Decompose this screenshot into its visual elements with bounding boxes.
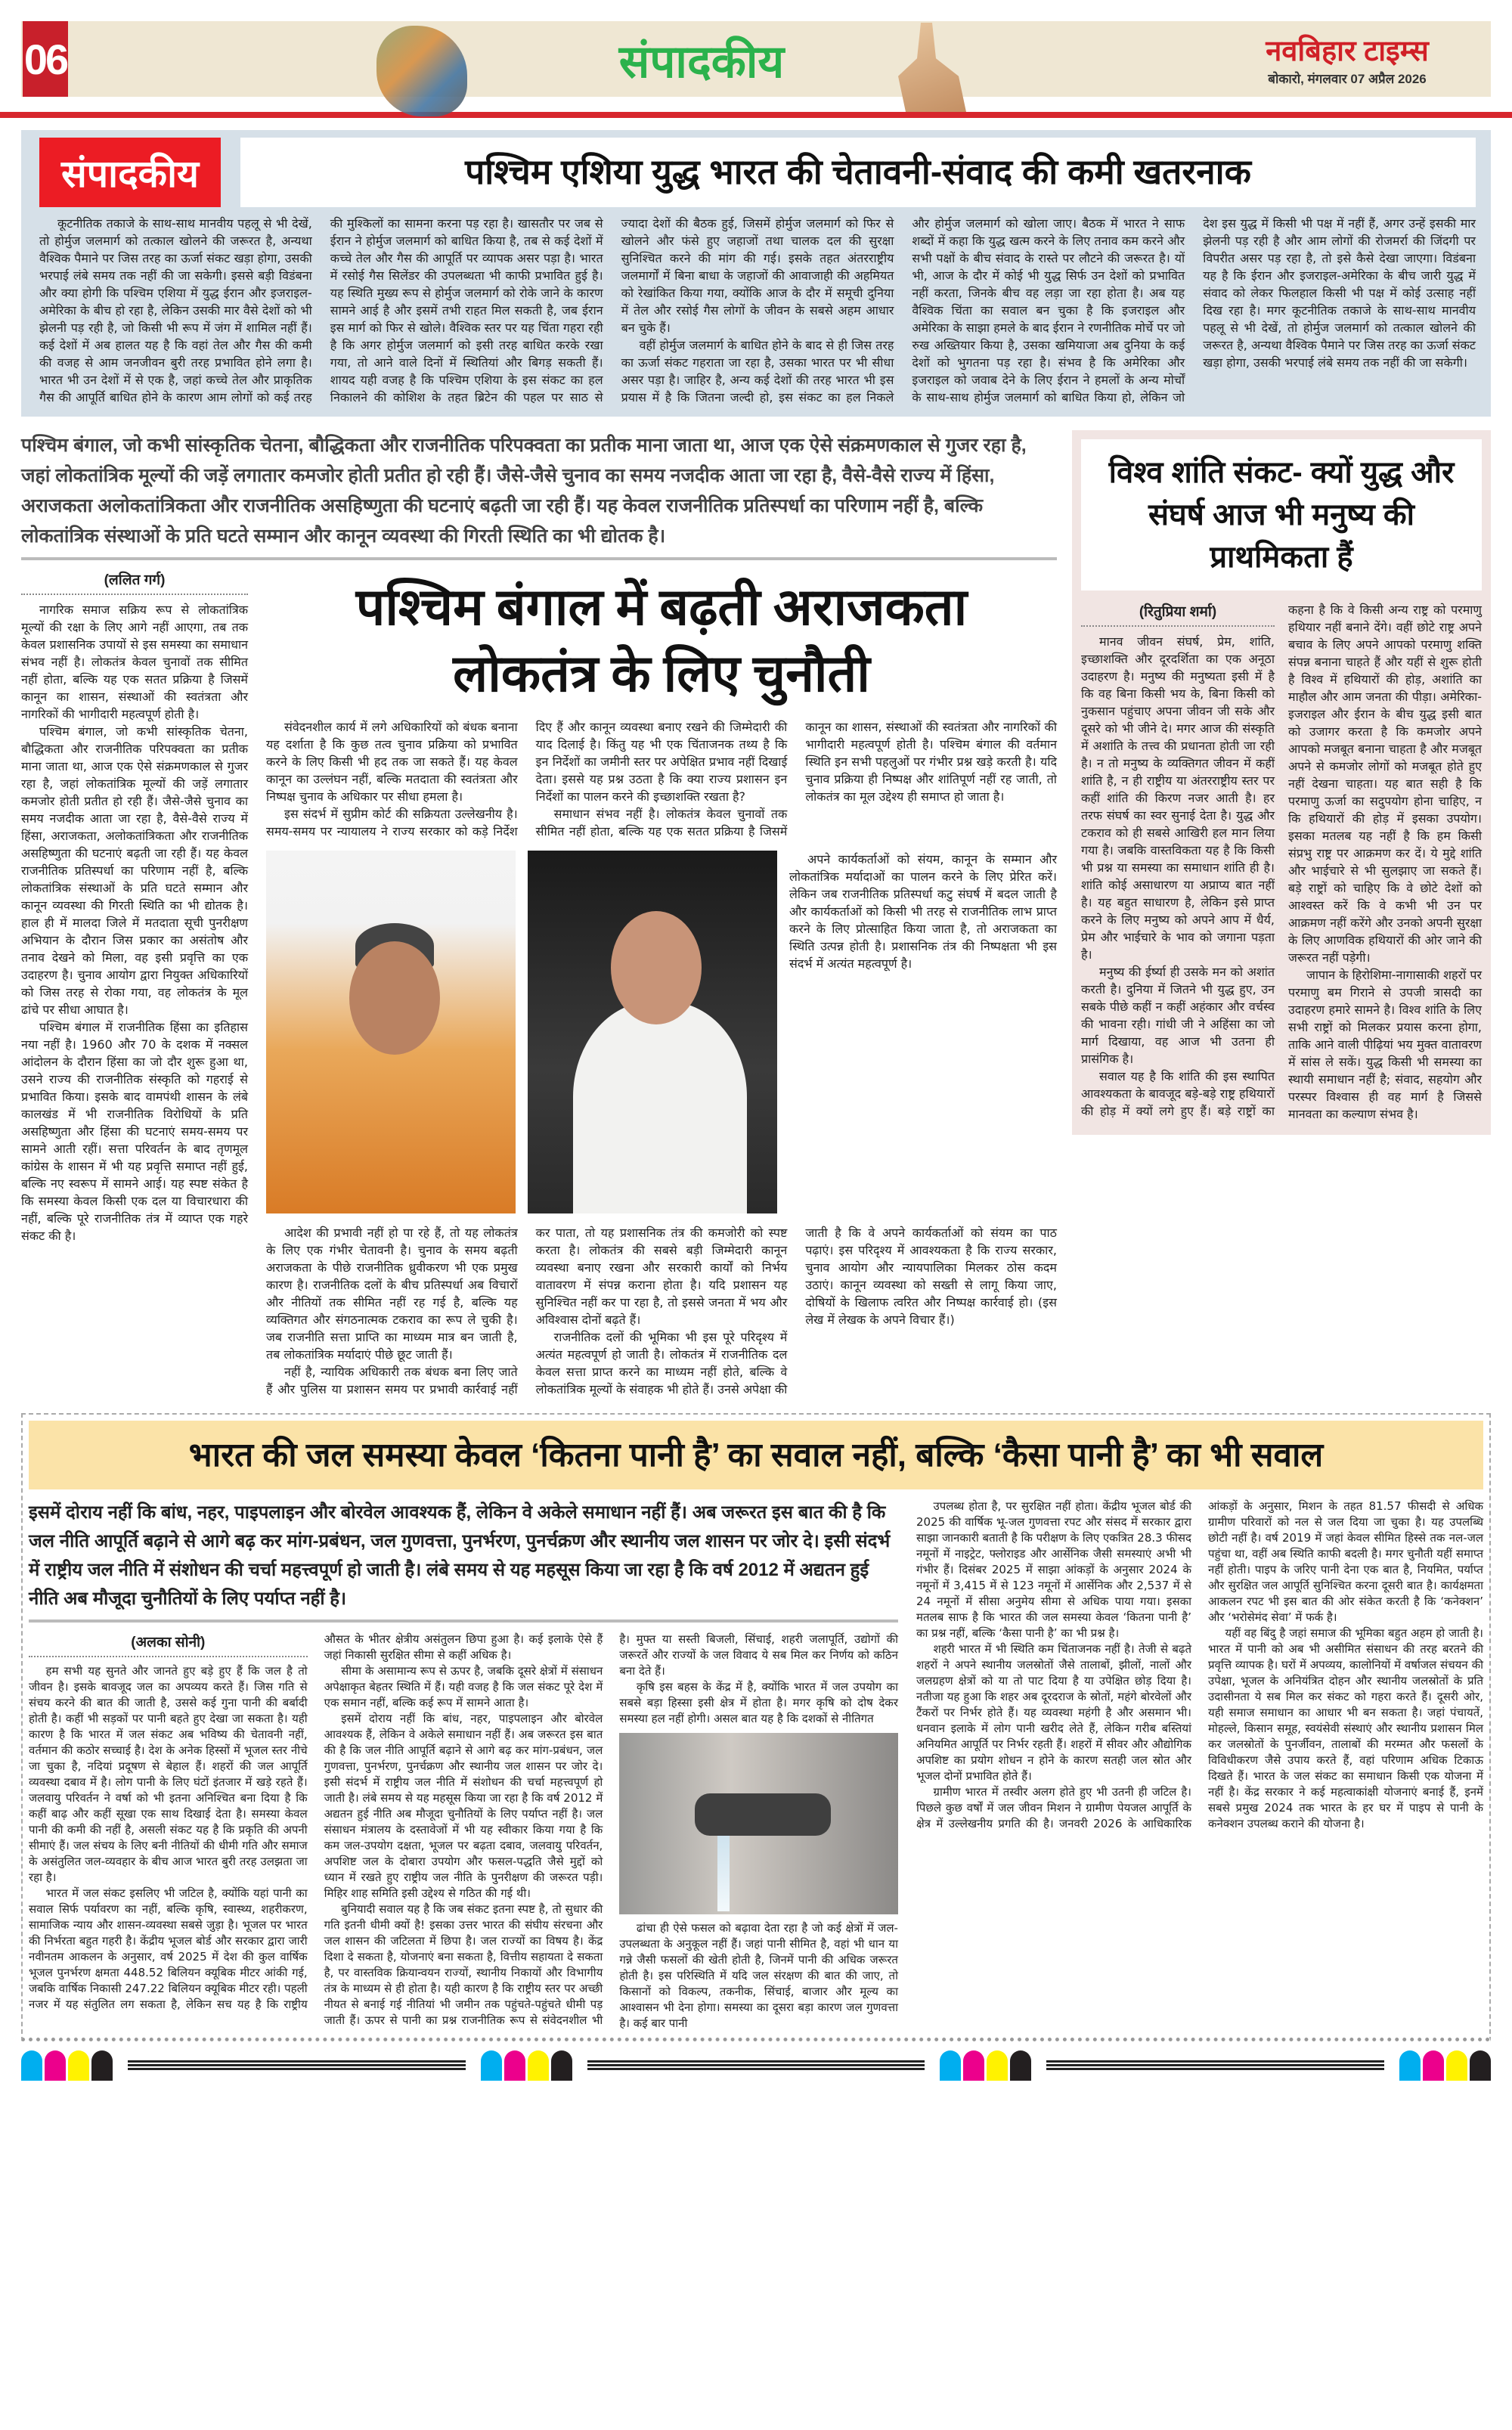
water-tap-photo [619, 1733, 898, 1914]
editorial-headline: पश्चिम एशिया युद्ध भारत की चेतावनी-संवाद की कमी खतरनाक [240, 138, 1476, 207]
bengal-article-deck: पश्चिम बंगाल, जो कभी सांस्कृतिक चेतना, बौद्धिकता और राजनीतिक परिपक्वता का प्रतीक माना जाता था, आज एक ऐसे संक्रमणकाल से गुजर रहा है, जहां लोकतांत्रिक मूल्यों की जड़ें लगातार कमजोर होती प्रतीत हो रही हैं। जैसे-जैसे चुनाव का समय नजदीक आता जा रहा है, वैसे-वैसे राज्य में हिंसा, अराजकता अलोकतांत्रिकता और राजनीतिक असहिष्णुता की घटनाएं बढ़ती जा रही हैं। यह केवल राजनीतिक प्रतिस्पर्धा का परिणाम नहीं है, बल्कि लोकतांत्रिक संस्थाओं के प्रति घटते सम्मान और कानून व्यवस्था की गिरती स्थिति का भी द्योतक है। [21, 435, 1027, 547]
paragraph: मनुष्य की ईर्ष्या ही उसके मन को अशांत करती है। दुनिया में जितने भी युद्ध हुए, उन सबके पीछे कहीं न कहीं अहंकार और वर्चस्व की भावना रही। गांधी जी ने अहिंसा का जो मार्ग दिखाया, वह आज भी उतना ही प्रासंगिक है। [1081, 965, 1275, 1066]
water-article-grid [29, 1499, 1483, 2032]
divider [21, 557, 1057, 560]
editorial-body [39, 215, 1476, 406]
cmyk-mark [481, 2050, 572, 2081]
registration-rule [128, 2060, 466, 2071]
paragraph: जापान के हिरोशिमा-नागासाकी शहरों पर परमाणु बम गिराने से उपजी त्रासदी का उदाहरण हमारे सामने है। विश्व शांति के लिए सभी राष्ट्रों को मिलकर प्रयास करना होगा, ताकि आने वाली पीढ़ियां भय मुक्त वातावरण में सांस ले सकें। युद्ध किसी भी समस्या का स्थायी समाधान नहीं है; संवाद, सहयोग और परस्पर विश्वास ही वह मार्ग है जिससे मानवता का कल्याण संभव है। [1288, 968, 1482, 1121]
print-registration-strip [21, 2050, 1491, 2081]
paragraph: कूटनीतिक तकाजे के साथ-साथ मानवीय पहलू से भी देखें, तो होर्मुज जलमार्ग को तत्काल खोलने की जरूरत है, अन्यथा वैश्विक पैमाने पर जिस तरह का ऊर्जा संकट खड़ा होगा, उसकी भरपाई लंबे समय तक नहीं की जा सकेगी। इससे बड़ी विडंबना और क्या होगी कि पश्चिम एशिया में युद्ध ईरान और इजराइल-अमेरिका के बीच हो रहा है, लेकिन उसकी मार वैसे देशों को भी झेलनी पड़ रही है, जो किसी भी रूप में जंग में शामिल नहीं हैं। कई देशों में अब हालत यह है कि वहां तेल और गैस की कमी की वजह से आम जनजीवन बुरी तरह प्रभावित होने लगा है। भारत भी उन देशों में से एक है, जहां कच्चे तेल और प्राकृतिक गैस की आपूर्ति बाधित होने के कारण आम लोगों को कई तरह की मुश्किलों का सामना करना पड़ रहा है। खासतौर पर जब से ईरान ने होर्मुज जलमार्ग को बाधित किया है, तब से कई देशों में कच्चे तेल और गैस की आपूर्ति पर व्यापक असर पड़ा है। भारत में रसोई गैस सिलेंडर की उपलब्धता भी काफी प्रभावित हुई है। यह स्थिति मुख्य रूप से होर्मुज जलमार्ग को रोके जाने के कारण सामने आई है और इसमें तभी राहत मिल सकती है, जब ईरान इस मार्ग को फिर से खोले। वैश्विक स्तर पर यह चिंता गहरा रही है कि अगर होर्मुज जलमार्ग को इसी तरह बाधित करके रखा गया, तो आने वाले दिनों में स्थितियां और बिगड़ सकती हैं। शायद यही वजह है कि पश्चिम एशिया के इस संकट का हल निकालने की कोशिश के तहत ब्रिटेन की पहल पर साठ से ज्यादा देशों की बैठक हुई, जिसमें होर्मुज जलमार्ग को फिर से खोलने और फंसे हुए जहाजों तथा चालक दल की सुरक्षा सुनिश्चित करने की मांग की गई। इसके तहत अंतरराष्ट्रीय जलमार्गों में बिना बाधा के जहाजों की आवाजाही की अहमियत को रेखांकित किया गया, क्योंकि आज के दौर में समूची दुनिया में तेल और रसोई गैस लोगों के जीवन के सबसे अहम आधार बन चुके हैं। [39, 216, 894, 404]
paragraph: पश्चिम बंगाल में राजनीतिक हिंसा का इतिहास नया नहीं है। 1960 और 70 के दशक में नक्सल आंदोलन के दौरान हिंसा का जो दौर शुरू हुआ था, उसने राज्य की राजनीतिक संस्कृति को गहराई से प्रभावित किया। इसके बाद वामपंथी शासन के लंबे कालखंड में भी राजनीतिक विरोधियों के प्रति असहिष्णुता और हिंसा की घटनाएं समय-समय पर सामने आती रहीं। सत्ता परिवर्तन के बाद तृणमूल कांग्रेस के शासन में भी यह प्रवृत्ति समाप्त नहीं हुई, बल्कि नए स्वरूप में सामने आई। यह स्पष्ट संकेत है कि समस्या केवल किसी एक दल या विचारधारा की नहीं, बल्कि पूरे राजनीतिक तंत्र में व्याप्त एक गहरे संकट की है। [21, 1020, 248, 1243]
right-article-panel [1072, 430, 1491, 1135]
paragraph: संवेदनशील कार्य में लगे अधिकारियों को बंधक बनाना यह दर्शाता है कि कुछ तत्व चुनाव प्रक्रिया को प्रभावित करने के लिए किसी भी हद तक जा सकते हैं। यह केवल कानून का उल्लंघन नहीं, बल्कि मतदाता की स्वतंत्रता और निष्पक्ष चुनाव के अधिकार पर सीधा हमला है। [266, 719, 518, 804]
masthead-logo: नवबिहार टाइम्स [1266, 36, 1429, 67]
right-article-byline: (रितुप्रिया शर्मा) [1081, 601, 1275, 627]
state-map-collage-image [376, 26, 467, 116]
water-article-headline: भारत की जल समस्या केवल ‘कितना पानी है’ का सवाल नहीं, बल्कि ‘कैसा पानी है’ का भी सवाल [29, 1421, 1483, 1489]
header-divider [0, 112, 1512, 118]
paragraph: इस संदर्भ में सुप्रीम कोर्ट की सक्रियता उल्लेखनीय है। समय-समय पर न्यायालय ने राज्य सरकार को कड़े निर्देश दिए हैं और कानून व्यवस्था बनाए रखने की जिम्मेदारी की याद दिलाई है। किंतु यह भी एक चिंताजनक तथ्य है कि इन निर्देशों का जमीनी स्तर पर अपेक्षित प्रभाव नहीं दिखाई देता। इससे यह प्रश्न उठता है कि क्या राज्य प्रशासन इन निर्देशों का पालन करने की इच्छाशक्ति रखता है? [266, 719, 788, 838]
bengal-article-grid [21, 569, 1057, 1398]
editorial-section [21, 130, 1491, 417]
photo-row [266, 851, 1057, 1213]
paragraph: हम सभी यह सुनते और जानते हुए बड़े हुए हैं कि जल है तो जीवन है। इसके बावजूद जल का अपव्यय करते हैं। जिस गति से संचय करने की बात की जाती है, उससे कई गुना पानी की बर्बादी होती है। कहीं भी सड़कों पर पानी बहते हुए देखा जा सकता है। यही कारण है कि भारत में जल संकट अब भविष्य की चेतावनी नहीं, वर्तमान की कठोर सच्चाई है। देश के अनेक हिस्सों में भूजल स्तर नीचे जा चुका है, नदियां प्रदूषण से बेहाल हैं। शहरों की जल आपूर्ति व्यवस्था दबाव में है। लोग पानी के लिए घंटों इंतजार में खड़े रहते हैं। जलवायु परिवर्तन ने वर्षा को भी इतना अनिश्चित बना दिया है कि कहीं बाढ़ और कहीं सूखा एक साथ दिखाई देता है। समस्या केवल पानी की कमी की नहीं है, असली संकट यह है कि प्रकृति की अपनी सीमाएं हैं। जल संचय के लिए बनी नीतियों की धीमी गति और समाज के असंतुलित जल-व्यवहार के बीच आज भारत बुरी तरह उलझता जा रहा है। [29, 1664, 308, 1885]
bengal-article-headline [266, 574, 1057, 708]
paragraph: पश्चिम बंगाल, जो कभी सांस्कृतिक चेतना, बौद्धिकता और राजनीतिक परिपक्वता का प्रतीक माना जाता था, आज एक ऐसे संक्रमणकाल से गुजर रहा है, जहां लोकतांत्रिक मूल्यों की जड़ें लगातार कमजोर होती प्रतीत हो रही हैं। जैसे-जैसे चुनाव का समय नजदीक आता जा रहा है, वैसे-वैसे राज्य में हिंसा, अराजकता, अलोकतांत्रिकता और राजनीतिक असहिष्णुता की घटनाएं बढ़ती जा रही हैं। यह केवल राजनीतिक प्रतिस्पर्धा का परिणाम नहीं है, बल्कि लोकतांत्रिक संस्थाओं के प्रति घटते सम्मान और कानून व्यवस्था की गिरती स्थिति का भी द्योतक है। हाल ही में मालदा जिले में मतदाता सूची पुनरीक्षण अभियान के दौरान जिस प्रकार का असंतोष और तनाव देखने को मिला, वह इसी प्रवृत्ति का एक उदाहरण है। चुनाव आयोग द्वारा नियुक्त अधिकारियों को जिस तरह से रोका गया, वह लोकतंत्र के मूल ढांचे पर सीधा आघात है। [21, 724, 248, 1017]
divider [29, 1619, 898, 1623]
paragraph: वहीं होर्मुज जलमार्ग के बाधित होने के बाद से ही जिस तरह का ऊर्जा संकट गहराता जा रहा है, उसका भारत पर भी सीधा असर पड़ा है। जाहिर है, अन्य कई देशों की तरह भारत भी इस प्रयास में है कि जितना जल्दी हो, इस संकट का हल निकले और होर्मुज जलमार्ग को खोला जाए। बैठक में भारत ने साफ शब्दों में कहा कि युद्ध खत्म करने के लिए तनाव कम करने और सभी पक्षों के बीच संवाद के रास्ते पर लौटने की जरूरत है। यों भी, आज के दौर में कोई भी युद्ध सिर्फ उन देशों को प्रभावित नहीं करता, जिनके बीच वह लड़ा जा रहा होता है। अब यह वैश्विक चिंता का सवाल बन चुका है कि इजराइल और अमेरिका के साझा हमले के बाद ईरान ने रणनीतिक मोर्चे पर जो रुख अख्तियार किया है, उसका खमियाजा अब दुनिया के कई देशों को भुगतना पड़ रहा है। संभव है कि अमेरिका और इजराइल को जवाब देने के लिए ईरान ने हमलों के अन्य मोर्चों के साथ-साथ होर्मुज जलमार्ग को बाधित किया हो, लेकिन जो देश इस युद्ध में किसी भी पक्ष में नहीं हैं, अगर उन्हें इसकी मार झेलनी पड़ रही है और आम लोगों की रोजमर्रा की जिंदगी पर विपरीत असर पड़ रहा है, तो इसे कैसे देखा जाएगा। विडंबना यह है कि ईरान और इजराइल-अमेरिका के बीच जारी युद्ध में संवाद को लेकर फिलहाल किसी भी पक्ष में कोई उत्साह नहीं दिख रहा है। मगर कूटनीतिक तकाजे के साथ-साथ मानवीय पहलू से भी देखें, तो होर्मुज जलमार्ग को तत्काल खोलने की जरूरत है, अन्यथा वैश्विक पैमाने पर जिस तरह का ऊर्जा संकट खड़ा होगा, उसकी भरपाई लंबे समय तक नहीं की जा सकेगी। [621, 216, 1476, 404]
water-article-right-columns [916, 1499, 1483, 1832]
paragraph: कृषि इस बहस के केंद्र में है, क्योंकि भारत में जल उपयोग का सबसे बड़ा हिस्सा इसी क्षेत्र में होता है। मगर कृषि को दोष देकर समस्या हल नहीं होगी। असल बात यह है कि दशकों से नीतिगत [619, 1680, 898, 1726]
photo-amit-shah [266, 851, 516, 1213]
right-article-headline: विश्व शांति संकट- क्यों युद्ध और संघर्ष आज भी मनुष्य की प्राथमिकता हैं [1081, 439, 1482, 590]
dateline: बोकारो, मंगलवार 07 अप्रैल 2026 [1268, 72, 1427, 86]
paragraph: आदेश की प्रभावी नहीं हो पा रहे हैं, तो यह लोकतंत्र के लिए एक गंभीर चेतावनी है। चुनाव के समय बढ़ती अराजकता के पीछे राजनीतिक ध्रुवीकरण भी एक प्रमुख कारण है। राजनीतिक दलों के बीच प्रतिस्पर्धा अब विचारों और नीतियों तक सीमित नहीं रह गई है, बल्कि यह व्यक्तिगत और संगठनात्मक टकराव का रूप ले चुकी है। जब राजनीति सत्ता प्राप्ति का माध्यम मात्र बन जाती है, तब लोकतांत्रिक मर्यादाएं पीछे छूट जाती हैं। [266, 1225, 518, 1362]
headline-line-2: लोकतंत्र के लिए चुनौती [453, 645, 870, 703]
paragraph: इसमें दोराय नहीं कि बांध, नहर, पाइपलाइन और बोरवेल आवश्यक हैं, लेकिन वे अकेले समाधान नहीं हैं। अब जरूरत इस बात की है कि जल नीति आपूर्ति बढ़ाने से आगे बढ़ कर मांग-प्रबंधन, जल गुणवत्ता, पुनर्भरण, पुनर्चक्रण और स्थानीय जल शासन पर जोर दे। इसी संदर्भ में राष्ट्रीय जल नीति में संशोधन की चर्चा महत्त्वपूर्ण हो जाती है। लंबे समय से यह महसूस किया जा रहा है कि वर्ष 2012 में अद्यतन हुई नीति अब मौजूदा चुनौतियों के लिए पर्याप्त नहीं है। जल संसाधन मंत्रालय के दस्तावेजों में भी यह स्वीकार किया गया है कि कम जल-उपयोग दक्षता, भूजल पर बढ़ता दबाव, जलवायु परिवर्तन, अपशिष्ट जल के दोबारा उपयोग और फसल-पद्धति जैसे मुद्दों को ध्यान में रखते हुए राष्ट्रीय जल नीति के पुनरीक्षण की जरूरत पड़ी। मिहिर शाह समिति इसी उद्देश्य से गठित की गई थी। [324, 1712, 603, 1901]
paragraph: नागरिक समाज सक्रिय रूप से लोकतांत्रिक मूल्यों की रक्षा के लिए आगे नहीं आएगा, तब तक केवल प्रशासनिक उपायों से इस समस्या का समाधान संभव नहीं है। लोकतंत्र केवल चुनावों तक सीमित नहीं होता, बल्कि यह एक सतत प्रक्रिया है जिसमें कानून का शासन, संस्थाओं की स्वतंत्रता और नागरिकों की भागीदारी महत्वपूर्ण होती है। [21, 603, 248, 721]
header-band [21, 21, 1491, 97]
page-number: 06 [23, 21, 68, 97]
paragraph: अपने कार्यकर्ताओं को संयम, कानून के सम्मान और लोकतांत्रिक मर्यादाओं का पालन करने के लिए प्रेरित करें। लेकिन जब राजनीतिक प्रतिस्पर्धा कटु संघर्ष में बदल जाती है और कार्यकर्ताओं को किसी भी तरह से राजनीतिक लाभ प्राप्त करने के लिए प्रोत्साहित किया जाता है, तो अराजकता का स्थिति उत्पन्न होती है। प्रशासनिक तंत्र की निष्पक्षता भी इस संदर्भ में अत्यंत महत्वपूर्ण है। [789, 851, 1057, 971]
section-title: संपादकीय [618, 36, 785, 87]
bengal-article-column-1 [21, 601, 248, 1244]
bengal-article-left-column [21, 569, 248, 1244]
bengal-article-body-top [266, 718, 1057, 840]
editorial-header [39, 138, 1476, 207]
paragraph: सवाल यह है कि शांति की इस स्थापित आवश्यकता के बावजूद बड़े-बड़े राष्ट्र हथियारों की होड़ में क्यों लगे हुए हैं। बड़े राष्ट्रों का कहना है कि वे किसी अन्य राष्ट्र को परमाणु हथियार नहीं बनाने देंगे। वहीं छोटे राष्ट्र अपने बचाव के लिए अपने आपको परमाणु शक्ति संपन्न बनाना चाहते हैं और यहीं से शुरू होती है विश्व में हथियारों की होड़, अशांति का माहौल और आम जनता की पीड़ा। अमेरिका-इजराइल और ईरान के बीच युद्ध इसी बात को उजागर करता है कि कमजोर अपने आपको मजबूत बनाना चाहता है और मजबूत अपने से कमजोर लोगों को मजबूत होते हुए नहीं देखना चाहता। यह बात सही है कि परमाणु ऊर्जा का सदुपयोग होना चाहिए, न कि हथियारों की होड़ में इसका उपयोग। इसका मतलब यह नहीं है कि हम किसी संप्रभु राष्ट्र पर आक्रमण कर दें। ये मुद्दे शांति और भाईचारे से भी सुलझाए जा सकते हैं। बड़े राष्ट्रों को चाहिए कि वे छोटे देशों को आश्वस्त करें कि वे कभी भी उन पर आक्रमण नहीं करेंगे और उनको अपनी सुरक्षा के लिए आणविक हथियारों की ओर जाने की जरूरत नहीं पड़ेगी। [1081, 603, 1482, 1118]
paragraph: ग्रामीण भारत में तस्वीर अलग होते हुए भी उतनी ही जटिल है। पिछले कुछ वर्षों में जल जीवन मिशन ने ग्रामीण पेयजल आपूर्ति के क्षेत्र में उल्लेखनीय प्रगति की है। जनवरी 2026 के आधिकारिक आंकड़ों के अनुसार, मिशन के तहत 81.57 फीसदी से अधिक ग्रामीण परिवारों को नल से जल दिया जा चुका है। यह उपलब्धि छोटी नहीं है। वर्ष 2019 में जहां केवल सीमित हिस्से तक नल-जल पहुंचा था, वहीं अब स्थिति काफी बदली है। मगर चुनौती यहीं समाप्त नहीं होती। पाइप के जरिए पानी देना एक बात है, नियमित, पर्याप्त और सुरक्षित जल आपूर्ति सुनिश्चित करना दूसरी बात है। कार्यक्षमता आकलन रपट भी इस बात की ओर संकेत करती है कि ‘कनेक्शन’ और ‘भरोसेमंद सेवा’ में फर्क है। [916, 1499, 1483, 1831]
paragraph: ढांचा ही ऐसे फसल को बढ़ावा देता रहा है जो कई क्षेत्रों में जल-उपलब्धता के अनुकूल नहीं हैं। जहां पानी सीमित है, वहां भी धान या गन्ने जैसी फसलों की खेती होती है, जिनमें पानी की अधिक जरूरत होती है। इस परिस्थिति में यदि जल संरक्षण की बात की जाए, तो किसानों को विकल्प, तकनीक, सिंचाई, बाजार और मूल्य का आश्वासन भी देना होगा। समस्या का दूसरा बड़ा कारण जल गुणवत्ता है। कई बार पानी [619, 1921, 898, 2031]
paragraph: भारत में जल संकट इसलिए भी जटिल है, क्योंकि यहां पानी का सवाल सिर्फ पर्यावरण का नहीं, बल्कि कृषि, स्वास्थ्य, शहरीकरण, सामाजिक न्याय और शासन-व्यवस्था सबसे जुड़ा है। भूजल पर भारत की निर्भरता बहुत गहरी है। केंद्रीय भूजल बोर्ड और सरकार द्वारा जारी नवीनतम आकलन के अनुसार, वर्ष 2025 में देश की कुल वार्षिक भूजल पुनर्भरण क्षमता 448.52 बिलियन क्यूबिक मीटर आंकी गई, जबकि वार्षिक निकासी 247.22 बिलियन क्यूबिक मीटर रही। पहली नजर में यह संतुलित लग सकता है, लेकिन सच यह है कि राष्ट्रीय औसत के भीतर क्षेत्रीय असंतुलन छिपा हुआ है। कई इलाके ऐसे हैं जहां निकासी सुरक्षित सीमा से कहीं अधिक है। [29, 1632, 603, 2012]
paragraph: शहरी भारत में भी स्थिति कम चिंताजनक नहीं है। तेजी से बढ़ते शहरों ने अपने स्थानीय जलस्रोतों जैसे तालाबों, झीलों, नालों और जलग्रहण क्षेत्रों को या तो पाट दिया है या उपेक्षित छोड़ दिया है। नतीजा यह हुआ कि शहर अब दूरदराज के स्रोतों, महंगे बोरवेलों और टैंकरों पर निर्भर होते हैं। यह व्यवस्था महंगी है और असमान भी। धनवान इलाके में लोग पानी खरीद लेते हैं, लेकिन गरीब बस्तियां अनियमित आपूर्ति पर निर्भर रहती हैं। शहरों में सीवर और औद्योगिक अपशिष्ट का प्रयोग शोधन न होने के कारण सतही जल स्रोत और भूजल दोनों प्रभावित होते हैं। [916, 1642, 1191, 1784]
water-article-body [29, 1632, 898, 2032]
bengal-article [21, 430, 1057, 1398]
water-article-column-3-bottom [619, 1920, 898, 2032]
paragraph: सीमा के असामान्य रूप से ऊपर है, जबकि दूसरे क्षेत्रों में संसाधन अपेक्षाकृत बेहतर स्थिति में हैं। यही वजह है कि जल संकट पूरे देश में एक समान नहीं, बल्कि कई रूप में सामने आता है। [324, 1664, 603, 1710]
bengal-article-byline: (ललित गर्ग) [21, 569, 248, 595]
paragraph: समाधान संभव नहीं है। लोकतंत्र केवल चुनावों तक सीमित नहीं होता, बल्कि यह एक सतत प्रक्रिया है जिसमें कानून का शासन, संस्थाओं की स्वतंत्रता और नागरिकों की भागीदारी महत्वपूर्ण होती है। पश्चिम बंगाल की वर्तमान स्थिति इन सभी पहलुओं पर गंभीर प्रश्न खड़े करती है। यदि चुनाव प्रक्रिया ही निष्पक्ष और शांतिपूर्ण नहीं रह जाती, तो लोकतंत्र का मूल उद्देश्य ही समाप्त हो जाता है। [535, 719, 1057, 838]
middle-section [21, 430, 1491, 1398]
right-article-paragraphs [1081, 601, 1482, 1123]
bengal-article-body-bottom [266, 1224, 1057, 1398]
headline-line-1: पश्चिम बंगाल में बढ़ती अराजकता [355, 578, 968, 636]
paragraph: यहीं वह बिंदु है जहां समाज की भूमिका बहुत अहम हो जाती है। भारत में पानी को अब भी असीमित संसाधन की तरह बरतने की प्रवृत्ति व्यापक है। घरों में अपव्यय, कालोनियों में वर्षाजल संचयन की उपेक्षा, भूजल के अनियंत्रित दोहन और स्थानीय जलस्रोतों के प्रति उदासीनता ये सब मिल कर संकट को गहरा करते हैं। दूसरी ओर, यही समाज समाधान का आधार भी बन सकता है। जहां पंचायतें, मोहल्ले, किसान समूह, स्वयंसेवी संस्थाएं और स्थानीय प्रशासन मिल कर जलस्रोतों के पुनर्जीवन, तालाबों की मरम्मत और फसलों के विविधीकरण जैसे उपाय करते हैं, वहां परिणाम अधिक टिकाऊ दिखते हैं। भारत के जल संकट का समाधान किसी एक योजना में नहीं है। केंद्र सरकार ने कई महत्वाकांक्षी योजनाएं बनाई हैं, इनमें सबसे प्रमुख 2024 तक भारत के हर घर में पाइप से पानी के कनेक्शन उपलब्ध कराने की योजना है। [1208, 1626, 1483, 1831]
archer-statue-image [891, 23, 966, 112]
right-article-body [1081, 601, 1482, 1123]
bengal-article-main [266, 569, 1057, 1398]
water-article-left [29, 1499, 898, 2032]
registration-rule [1046, 2060, 1384, 2071]
paragraph: उपलब्ध होता है, पर सुरक्षित नहीं होता। केंद्रीय भूजल बोर्ड की 2025 की वार्षिक भू-जल गुणवत्ता रपट और संसद में सरकार द्वारा साझा जानकारी बताती है कि परीक्षण के लिए एकत्रित 28.3 फीसद नमूनों में नाइट्रेट, फ्लोराइड और आर्सेनिक जैसी समस्याएं अभी भी गंभीर हैं। दिसंबर 2025 में साझा आंकड़ों के अनुसार 2024 के नमूनों में 3,415 में से 123 नमूनों में आर्सेनिक और 2,537 में से 24 नमूनों में सीसा अनुमेय सीमा से अधिक पाया गया। इसका मतलब साफ है कि भारत की जल समस्या केवल ‘कितना पानी है’ का प्रश्न नहीं, बल्कि ‘कैसा पानी है’ का भी प्रश्न है। [916, 1499, 1191, 1641]
photo-mamata-banerjee [528, 851, 777, 1213]
editorial-label: संपादकीय [39, 138, 221, 207]
paragraph: बुनियादी सवाल यह है कि जब संकट इतना स्पष्ट है, तो सुधार की गति इतनी धीमी क्यों है! इसका उत्तर भारत की संघीय संरचना और जल शासन की जटिलता में छिपा है। जल राज्यों का विषय है। केंद्र दिशा दे सकता है, योजनाएं बना सकता है, वित्तीय सहायता दे सकता है, पर वास्तविक क्रियान्वयन राज्यों, स्थानीय निकायों और विभागीय तंत्र के माध्यम से ही होता है। यही कारण है कि राष्ट्रीय स्तर पर अच्छी नीयत से बनाई गई नीतियां भी जमीन तक पहुंचते-पहुंचते धीमी पड़ जाती हैं। ऊपर से पानी का प्रश्न राजनीतिक रूप से संवेदनशील भी है। मुफ्त या सस्ती बिजली, सिंचाई, शहरी जलापूर्ति, उद्योगों की जरूरतें और राज्यों के जल विवाद ये सब मिल कर निर्णय को कठिन बना देते हैं। [324, 1632, 898, 2028]
water-article-frame [21, 1413, 1491, 2041]
water-article-byline: (अलका सोनी) [29, 1632, 308, 1657]
registration-rule [587, 2060, 925, 2071]
paragraph: मानव जीवन संघर्ष, प्रेम, शांति, इच्छाशक्ति और दूरदर्शिता का एक अनूठा उदाहरण है। मनुष्य की मनुष्यता इसी में है कि वह बिना किसी भय के, बिना किसी को नुकसान पहुंचाए अपना जीवन जी सके और दूसरे को भी जीने दे। मगर आज की संस्कृति में अशांति के तत्त्व की प्रधानता होती जा रही है। न तो मनुष्य के व्यक्तिगत जीवन में कहीं शांति है, न ही राष्ट्रीय या अंतरराष्ट्रीय स्तर पर कहीं शांति की किरण नजर आती है। हर तरफ संघर्ष का स्वर सुनाई देता है। युद्ध और टकराव को ही सबसे आखिरी हल मान लिया गया है। जबकि वास्तविकता यह है कि किसी भी प्रश्न या समस्या का समाधान शांति ही है। शांति कोई असाधारण या अप्राप्य बात नहीं है। यह बहुत साधारण है, लेकिन इसे प्राप्त करने के लिए मनुष्य को अपने आप में धैर्य, प्रेम और भाईचारे के भाव को जगाना पड़ता है। [1081, 634, 1275, 962]
bengal-article-body-right [789, 851, 1057, 972]
water-article-column-3-top [619, 1679, 898, 1727]
water-article-deck: इसमें दोराय नहीं कि बांध, नहर, पाइपलाइन और बोरवेल आवश्यक हैं, लेकिन वे अकेले समाधान नहीं हैं। अब जरूरत इस बात की है कि जल नीति आपूर्ति बढ़ाने से आगे बढ़ कर मांग-प्रबंधन, जल गुणवत्ता, पुनर्भरण, पुनर्चक्रण और स्थानीय जल शासन पर जोर दे। इसी संदर्भ में राष्ट्रीय जल नीति में संशोधन की चर्चा महत्त्वपूर्ण हो जाती है। लंबे समय से यह महसूस किया जा रहा है कि वर्ष 2012 में अद्यतन हुई नीति अब मौजूदा चुनौतियों के लिए पर्याप्त नहीं है। [29, 1502, 891, 1610]
cmyk-mark [1399, 2050, 1491, 2081]
paragraph: राजनीतिक दलों की भूमिका भी इस पूरे परिदृश्य में अत्यंत महत्वपूर्ण हो जाती है। लोकतंत्र में राजनीतिक दल केवल सत्ता प्राप्त करने का माध्यम नहीं होते, बल्कि वे लोकतांत्रिक मूल्यों के संवाहक भी होते हैं। उनसे अपेक्षा की जाती है कि वे अपने कार्यकर्ताओं को संयम का पाठ पढ़ाएं। इस परिदृश्य में आवश्यकता है कि राज्य सरकार, चुनाव आयोग और न्यायपालिका मिलकर ठोस कदम उठाएं। कानून व्यवस्था को सख्ती से लागू किया जाए, दोषियों के खिलाफ त्वरित और निष्पक्ष कार्रवाई हो। (इस लेख में लेखक के अपने विचार हैं।) [535, 1225, 1057, 1396]
paragraph: नहीं है, न्यायिक अधिकारी तक बंधक बना लिए जाते हैं और पुलिस या प्रशासन समय पर प्रभावी कार्रवाई नहीं कर पाता, तो यह प्रशासनिक तंत्र की कमजोरी को स्पष्ट करता है। लोकतंत्र की सबसे बड़ी जिम्मेदारी कानून व्यवस्था बनाए रखना और सरकारी कार्यों को निर्भय वातावरण में संपन्न कराना होता है। यदि प्रशासन यह सुनिश्चित नहीं कर पा रहा है, तो इससे जनता में भय और अविश्वास दोनों बढ़ते हैं। [266, 1225, 788, 1396]
cmyk-mark [21, 2050, 113, 2081]
cmyk-mark [940, 2050, 1031, 2081]
